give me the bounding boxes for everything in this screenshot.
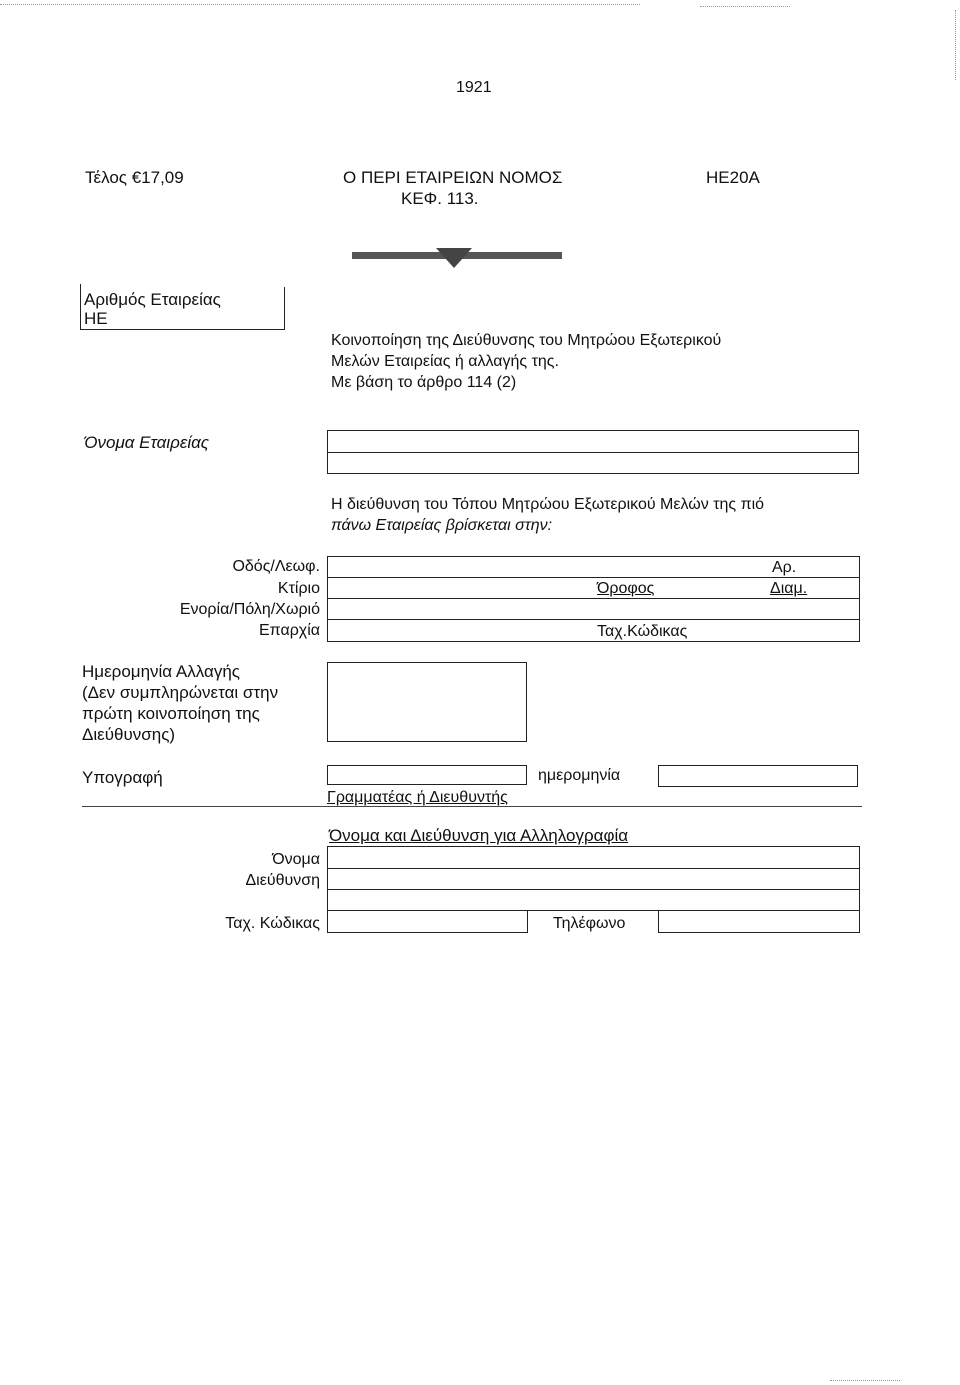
- number-label: Αρ.: [772, 559, 797, 576]
- notice-line-2: Μελών Εταιρείας ή αλλαγής της.: [331, 353, 559, 370]
- notice-line-3: Με βάση το άρθρο 114 (2): [331, 374, 517, 391]
- signature-date-label: ημερομηνία: [538, 767, 621, 784]
- chapter-label: ΚΕΦ. 113.: [401, 189, 479, 208]
- company-name-label: Όνομα Εταιρείας: [84, 433, 210, 452]
- district-label: Επαρχία: [258, 622, 320, 639]
- correspondence-phone-label: Τηλέφωνο: [553, 915, 626, 932]
- change-date-label: Ημερομηνία Αλλαγής: [82, 662, 240, 681]
- area-label: Ενορία/Πόλη/Χωριό: [179, 601, 320, 618]
- district-row-line[interactable]: [327, 641, 859, 642]
- address-grid-right: [859, 556, 860, 642]
- company-number-prefix: ΗΕ: [84, 309, 108, 328]
- area-row-line[interactable]: [327, 619, 859, 620]
- building-label: Κτίριο: [277, 580, 320, 597]
- correspondence-phone-left: [658, 910, 659, 933]
- postal-code-label: Ταχ.Κώδικας: [597, 623, 688, 640]
- address-grid-left: [327, 556, 328, 642]
- correspondence-phone-line[interactable]: [658, 932, 859, 933]
- signature-label: Υπογραφή: [82, 768, 163, 787]
- change-date-note-1: (Δεν συμπληρώνεται στην: [82, 683, 279, 702]
- scan-edge-noise: [830, 1380, 900, 1381]
- street-label: Οδός/Λεωφ.: [232, 558, 320, 575]
- signature-date-field[interactable]: [658, 765, 858, 787]
- floor-label: Όροφος: [597, 580, 655, 597]
- law-title: Ο ΠΕΡΙ ΕΤΑΙΡΕΙΩΝ ΝΟΜΟΣ: [343, 168, 563, 187]
- register-address-line-2: πάνω Εταιρείας βρίσκεται στην:: [331, 517, 553, 534]
- scan-edge-noise: [700, 6, 790, 7]
- change-date-note-3: Διεύθυνσης): [82, 725, 176, 744]
- fee-label: Τέλος €17,09: [85, 168, 184, 187]
- correspondence-address-label: Διεύθυνση: [245, 872, 320, 889]
- change-date-field[interactable]: [327, 662, 527, 742]
- change-date-note-2: πρώτη κοινοποίηση της: [82, 704, 260, 723]
- signature-field[interactable]: [327, 765, 527, 785]
- correspondence-address-line-1[interactable]: [327, 889, 859, 890]
- section-divider: [82, 806, 862, 807]
- notice-line-1: Κοινοποίηση της Διεύθυνσης του Μητρώου Εξωτερικού: [331, 332, 722, 349]
- form-code: ΗΕ20Α: [706, 168, 760, 187]
- correspondence-title: Όνομα και Διεύθυνση για Αλληλογραφία: [329, 826, 629, 845]
- company-number-left-edge: [80, 284, 81, 330]
- signer-label: Γραμματέας ή Διευθυντής: [327, 789, 508, 806]
- scan-edge-noise: [0, 4, 640, 5]
- correspondence-grid-top: [327, 846, 859, 847]
- register-address-line-1: Η διεύθυνση του Τόπου Μητρώου Εξωτερικού Μελών της πιό: [331, 496, 765, 513]
- company-name-divider: [327, 452, 859, 453]
- address-grid-top: [327, 556, 859, 557]
- page-number: 1921: [456, 79, 492, 96]
- correspondence-postal-label: Ταχ. Κώδικας: [225, 915, 320, 932]
- correspondence-name-label: Όνομα: [272, 851, 320, 868]
- correspondence-postal-line[interactable]: [327, 932, 527, 933]
- correspondence-postal-right: [527, 910, 528, 933]
- correspondence-name-line[interactable]: [327, 868, 859, 869]
- apartment-label: Διαμ.: [770, 580, 808, 597]
- company-number-label: Αριθμός Εταιρείας: [84, 290, 221, 309]
- correspondence-grid-right: [859, 846, 860, 933]
- scan-edge-noise: [955, 10, 956, 80]
- stamp-triangle-icon: [436, 248, 472, 268]
- correspondence-address-line-2[interactable]: [327, 910, 859, 911]
